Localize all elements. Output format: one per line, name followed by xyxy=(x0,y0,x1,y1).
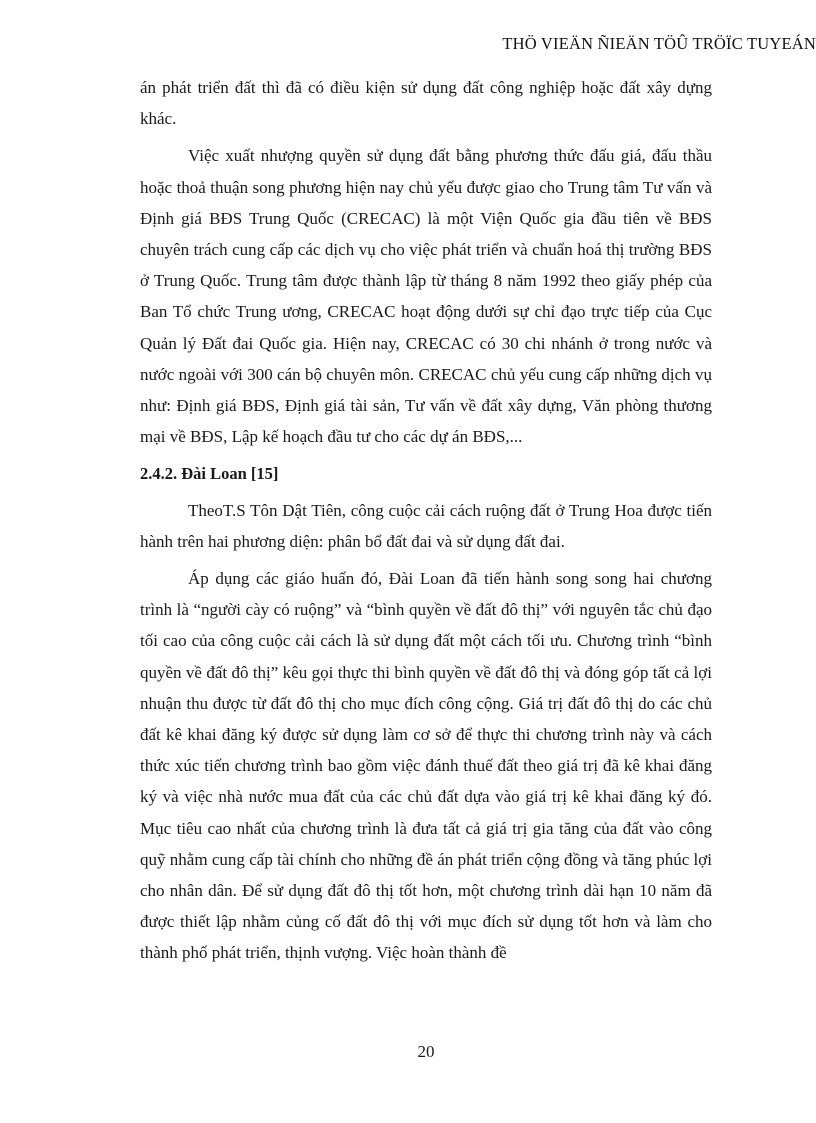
paragraph-ton-dat-tien: TheoT.S Tôn Dật Tiên, công cuộc cải cách ruộng đất ở Trung Hoa được tiến hành trên hai phương diện: phân bổ đất đai và sử dụng đất đai. xyxy=(140,500,712,551)
paragraph-taiwan-programs: Áp dụng các giáo huấn đó, Đài Loan đã tiến hành song song hai chương trình là “người cày có ruộng” và “bình quyền về đất đô thị” với nguyên tắc chủ đạo tối cao của công cuộc cải cách là sử dụng đất một cách tối ưu. Chương trình “bình quyền về đất đô thị” kêu gọi thực thi bình quyền về đất đô thị và đóng góp tất cả lợi nhuận thu được từ đất đô thị cho mục đích công cộng. Giá trị đất đô thị do các chủ đất kê khai đăng ký được sử dụng làm cơ sở để thực thi chương trình này và cách thức xúc tiến chương trình bao gồm việc đánh thuế đất theo giá trị đã kê khai đăng ký và việc nhà nước mua đất của các chủ đất dựa vào giá trị kê khai đăng ký đó. Mục tiêu cao nhất của chương trình là đưa tất cả giá trị gia tăng của đất vào công quỹ nhằm cung cấp tài chính cho những đề án phát triển cộng đồng và tăng phúc lợi cho nhân dân. Để sử dụng đất đô thị tốt hơn, một chương trình dài hạn 10 năm đã được thiết lập nhằm củng cố đất đô thị với mục đích sử dụng tốt hơn và làm cho thành phố phát triển, thịnh vượng. Việc hoàn thành đề xyxy=(140,569,712,963)
section-heading: 2.4.2. Đài Loan [15] xyxy=(140,464,279,484)
paragraph-crecac: Việc xuất nhượng quyền sử dụng đất bằng phương thức đấu giá, đấu thầu hoặc thoả thuận song phương hiện nay chủ yếu được giao cho Trung tâm Tư vấn và Định giá BĐS Trung Quốc (CRECAC) là một Viện Quốc gia đầu tiên về BĐS chuyên trách cung cấp các dịch vụ cho việc phát triển và chuẩn hoá thị trường BĐS ở Trung Quốc. Trung tâm được thành lập từ tháng 8 năm 1992 theo giấy phép của Ban Tổ chức Trung ương, CRECAC hoạt động dưới sự chỉ đạo trực tiếp của Cục Quản lý Đất đai Quốc gia. Hiện nay, CRECAC có 30 chi nhánh ở trong nước và nước ngoài với 300 cán bộ chuyên môn. CRECAC chủ yếu cung cấp những dịch vụ như: Định giá BĐS, Định giá tài sản, Tư vấn về đất xây dựng, Văn phòng thương mại về BĐS, Lập kế hoạch đầu tư cho các dự án BĐS,... xyxy=(140,146,712,447)
page-body xyxy=(140,72,712,969)
running-header: THÖ VIEÄN ÑIEÄN TÖÛ TRÖÏC TUYEÁN xyxy=(502,34,816,53)
paragraph-continuation: án phát triển đất thì đã có điều kiện sử dụng đất công nghiệp hoặc đất xây dựng khác. xyxy=(140,78,712,129)
page-number: 20 xyxy=(417,1042,435,1061)
